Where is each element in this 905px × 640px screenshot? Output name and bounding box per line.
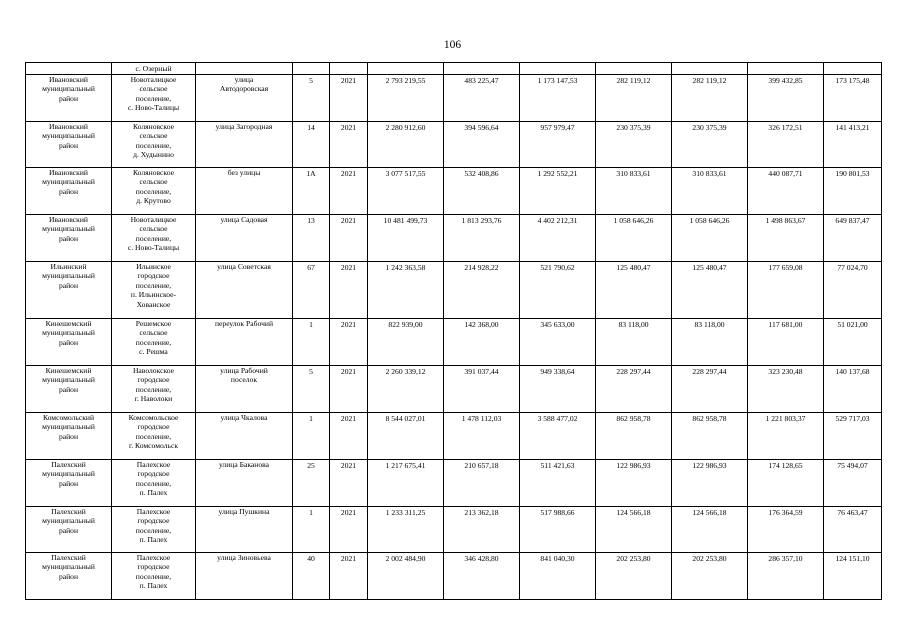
- value-cell: 483 225,47: [444, 74, 520, 121]
- value-cell: [596, 63, 672, 75]
- settlement-cell: Коляновское сельское поселение, д. Худынино: [112, 121, 196, 167]
- value-cell: 77 024,70: [824, 261, 882, 318]
- housing-repair-table: [25, 62, 882, 600]
- district-cell: Кинешемский муниципальный район: [26, 318, 112, 365]
- value-cell: 76 463,47: [824, 506, 882, 552]
- value-cell: 83 118,00: [672, 318, 748, 365]
- value-cell: 391 037,44: [444, 365, 520, 412]
- value-cell: 122 986,93: [672, 459, 748, 506]
- street-cell: улица Советская: [196, 261, 293, 318]
- value-cell: 173 175,48: [824, 74, 882, 121]
- value-cell: 124 566,18: [596, 506, 672, 552]
- value-cell: 177 659,08: [748, 261, 824, 318]
- table-row: [26, 412, 882, 459]
- value-cell: 2 793 219,55: [368, 74, 444, 121]
- street-cell: улица Зиновьева: [196, 552, 293, 599]
- value-cell: 532 408,86: [444, 167, 520, 214]
- value-cell: 8 544 027,01: [368, 412, 444, 459]
- value-cell: [444, 63, 520, 75]
- house-cell: 1А: [293, 167, 330, 214]
- value-cell: [672, 63, 748, 75]
- table-row: [26, 74, 882, 121]
- value-cell: 1 233 311,25: [368, 506, 444, 552]
- year-cell: 2021: [330, 214, 368, 261]
- table-row-continuation: [26, 63, 882, 75]
- value-cell: 1 813 293,76: [444, 214, 520, 261]
- table-body: [26, 63, 882, 600]
- table-row: [26, 318, 882, 365]
- value-cell: 125 480,47: [596, 261, 672, 318]
- year-cell: 2021: [330, 506, 368, 552]
- year-cell: 2021: [330, 261, 368, 318]
- district-cell: Палехский муниципальный район: [26, 506, 112, 552]
- value-cell: 326 172,51: [748, 121, 824, 167]
- value-cell: 202 253,80: [672, 552, 748, 599]
- value-cell: 176 364,59: [748, 506, 824, 552]
- year-cell: [330, 63, 368, 75]
- district-cell: [26, 63, 112, 75]
- district-cell: Ивановский муниципальный район: [26, 167, 112, 214]
- value-cell: 862 958,78: [596, 412, 672, 459]
- street-cell: улица Баканова: [196, 459, 293, 506]
- value-cell: 346 428,80: [444, 552, 520, 599]
- value-cell: 862 958,78: [672, 412, 748, 459]
- value-cell: 440 087,71: [748, 167, 824, 214]
- value-cell: 345 633,00: [520, 318, 596, 365]
- value-cell: 521 790,62: [520, 261, 596, 318]
- value-cell: 213 362,18: [444, 506, 520, 552]
- house-cell: 14: [293, 121, 330, 167]
- value-cell: 210 657,18: [444, 459, 520, 506]
- value-cell: 230 375,39: [596, 121, 672, 167]
- value-cell: [520, 63, 596, 75]
- table-row: [26, 365, 882, 412]
- value-cell: 1 498 863,67: [748, 214, 824, 261]
- value-cell: 2 280 912,60: [368, 121, 444, 167]
- year-cell: 2021: [330, 318, 368, 365]
- page-number: 106: [443, 39, 462, 51]
- street-cell: без улицы: [196, 167, 293, 214]
- value-cell: 2 260 339,12: [368, 365, 444, 412]
- value-cell: 1 242 363,58: [368, 261, 444, 318]
- table-row: [26, 121, 882, 167]
- value-cell: 174 128,65: [748, 459, 824, 506]
- settlement-cell: Коляновское сельское поселение, д. Крутово: [112, 167, 196, 214]
- table-row: [26, 261, 882, 318]
- district-cell: Кинешемский муниципальный район: [26, 365, 112, 412]
- value-cell: [748, 63, 824, 75]
- value-cell: 529 717,03: [824, 412, 882, 459]
- settlement-cell: Палехское городское поселение, п. Палех: [112, 506, 196, 552]
- district-cell: Ивановский муниципальный район: [26, 74, 112, 121]
- house-cell: 5: [293, 74, 330, 121]
- value-cell: 117 681,00: [748, 318, 824, 365]
- value-cell: 394 596,64: [444, 121, 520, 167]
- house-cell: 40: [293, 552, 330, 599]
- value-cell: 841 040,30: [520, 552, 596, 599]
- table-row: [26, 214, 882, 261]
- value-cell: 282 119,12: [596, 74, 672, 121]
- value-cell: 957 979,47: [520, 121, 596, 167]
- value-cell: 323 230,48: [748, 365, 824, 412]
- settlement-cell: Палехское городское поселение, п. Палех: [112, 459, 196, 506]
- table-row: [26, 506, 882, 552]
- value-cell: [824, 63, 882, 75]
- value-cell: 75 494,07: [824, 459, 882, 506]
- value-cell: 124 566,18: [672, 506, 748, 552]
- settlement-cell: с. Озерный: [112, 63, 196, 75]
- year-cell: 2021: [330, 74, 368, 121]
- value-cell: 286 357,10: [748, 552, 824, 599]
- value-cell: 214 928,22: [444, 261, 520, 318]
- value-cell: 1 217 675,41: [368, 459, 444, 506]
- value-cell: 2 002 484,90: [368, 552, 444, 599]
- table-row: [26, 552, 882, 599]
- house-cell: 67: [293, 261, 330, 318]
- value-cell: 4 402 212,31: [520, 214, 596, 261]
- value-cell: 1 221 803,37: [748, 412, 824, 459]
- street-cell: улица Пушкина: [196, 506, 293, 552]
- value-cell: 140 137,68: [824, 365, 882, 412]
- value-cell: 83 118,00: [596, 318, 672, 365]
- house-cell: 25: [293, 459, 330, 506]
- value-cell: 1 173 147,53: [520, 74, 596, 121]
- table-row: [26, 459, 882, 506]
- house-cell: 1: [293, 506, 330, 552]
- settlement-cell: Новоталицкое сельское поселение, с. Ново-Талицы: [112, 214, 196, 261]
- value-cell: [368, 63, 444, 75]
- value-cell: 122 986,93: [596, 459, 672, 506]
- value-cell: 399 432,85: [748, 74, 824, 121]
- value-cell: 1 058 646,26: [672, 214, 748, 261]
- value-cell: 1 058 646,26: [596, 214, 672, 261]
- settlement-cell: Палехское городское поселение, п. Палех: [112, 552, 196, 599]
- value-cell: 230 375,39: [672, 121, 748, 167]
- settlement-cell: Новоталицкое сельское поселение, с. Ново-Талицы: [112, 74, 196, 121]
- value-cell: 124 151,10: [824, 552, 882, 599]
- district-cell: Ивановский муниципальный район: [26, 121, 112, 167]
- value-cell: 949 338,64: [520, 365, 596, 412]
- value-cell: 142 368,00: [444, 318, 520, 365]
- house-cell: 1: [293, 412, 330, 459]
- settlement-cell: Ильинское городское поселение, п. Ильинское- Хованское: [112, 261, 196, 318]
- value-cell: 125 480,47: [672, 261, 748, 318]
- value-cell: 190 801,53: [824, 167, 882, 214]
- year-cell: 2021: [330, 552, 368, 599]
- settlement-cell: Решемское сельское поселение, с. Решма: [112, 318, 196, 365]
- year-cell: 2021: [330, 167, 368, 214]
- value-cell: 228 297,44: [672, 365, 748, 412]
- street-cell: улица Чкалова: [196, 412, 293, 459]
- district-cell: Комсомольский муниципальный район: [26, 412, 112, 459]
- value-cell: 141 413,21: [824, 121, 882, 167]
- value-cell: 3 077 517,55: [368, 167, 444, 214]
- house-cell: 13: [293, 214, 330, 261]
- district-cell: Палехский муниципальный район: [26, 552, 112, 599]
- street-cell: [196, 63, 293, 75]
- year-cell: 2021: [330, 365, 368, 412]
- house-cell: 1: [293, 318, 330, 365]
- street-cell: улица Садовая: [196, 214, 293, 261]
- street-cell: улица Рабочий поселок: [196, 365, 293, 412]
- street-cell: улица Автодоровская: [196, 74, 293, 121]
- value-cell: 649 837,47: [824, 214, 882, 261]
- value-cell: 282 119,12: [672, 74, 748, 121]
- value-cell: 1 292 552,21: [520, 167, 596, 214]
- district-cell: Палехский муниципальный район: [26, 459, 112, 506]
- settlement-cell: Комсомольское городское поселение, г. Комсомольск: [112, 412, 196, 459]
- value-cell: 51 021,00: [824, 318, 882, 365]
- value-cell: 310 833,61: [672, 167, 748, 214]
- settlement-cell: Наволокское городское поселение, г. Наволоки: [112, 365, 196, 412]
- value-cell: 511 421,63: [520, 459, 596, 506]
- street-cell: переулок Рабочий: [196, 318, 293, 365]
- value-cell: 517 988,66: [520, 506, 596, 552]
- house-cell: 5: [293, 365, 330, 412]
- district-cell: Ивановский муниципальный район: [26, 214, 112, 261]
- value-cell: 10 481 499,73: [368, 214, 444, 261]
- year-cell: 2021: [330, 412, 368, 459]
- value-cell: 1 478 112,03: [444, 412, 520, 459]
- value-cell: 202 253,80: [596, 552, 672, 599]
- value-cell: 822 939,00: [368, 318, 444, 365]
- value-cell: 310 833,61: [596, 167, 672, 214]
- house-cell: [293, 63, 330, 75]
- value-cell: 228 297,44: [596, 365, 672, 412]
- year-cell: 2021: [330, 459, 368, 506]
- table-row: [26, 167, 882, 214]
- year-cell: 2021: [330, 121, 368, 167]
- street-cell: улица Загородная: [196, 121, 293, 167]
- district-cell: Ильинский муниципальный район: [26, 261, 112, 318]
- value-cell: 3 588 477,02: [520, 412, 596, 459]
